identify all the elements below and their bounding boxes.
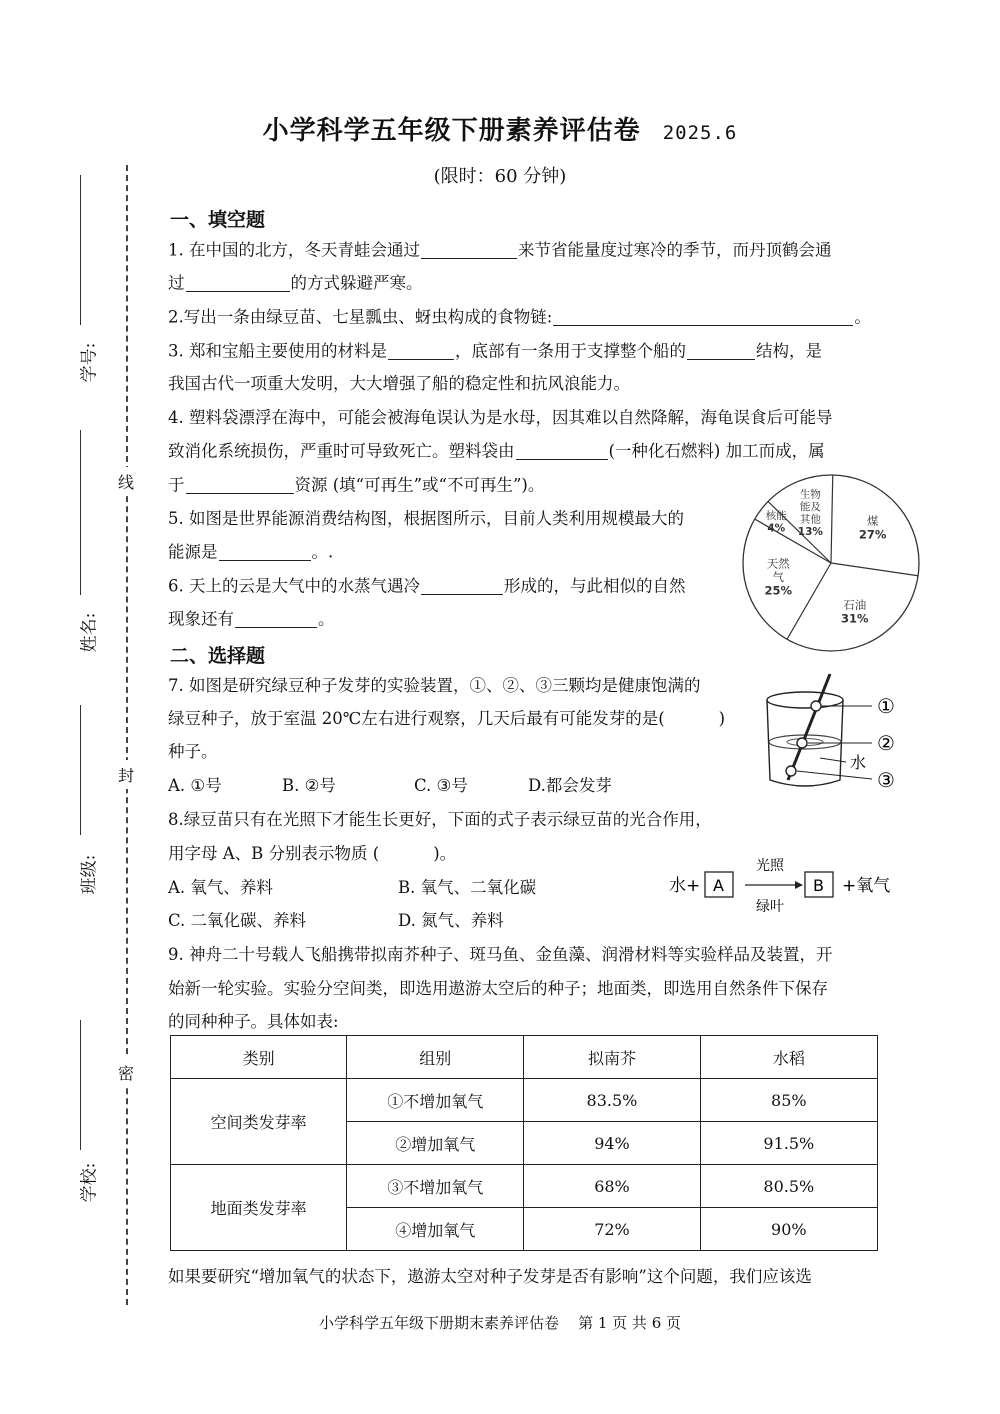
q8-line-1: 8.绿豆苗只有在光照下才能生长更好，下面的式子表示绿豆苗的光合作用， bbox=[168, 810, 712, 829]
student-no-label: 学号: bbox=[79, 342, 100, 383]
q9-line-1: 9. 神舟二十号载人飞船携带拟南芥种子、斑马鱼、金鱼藻、润滑材料等实验样品及装置，开 bbox=[168, 945, 833, 964]
class-rule bbox=[80, 705, 81, 835]
pie-slice-label: 煤 27% bbox=[858, 513, 887, 542]
table-header: 水稻 bbox=[700, 1036, 877, 1079]
table-cell-value: 72% bbox=[524, 1208, 700, 1251]
q5-line-1: 5. 如图是世界能源消费结构图，根据图所示，目前人类利用规模最大的 bbox=[168, 509, 684, 528]
q7-line-2: 绿豆种子，放于室温 20℃左右进行观察，几天后最有可能发芽的是( ) bbox=[168, 709, 726, 728]
label-water: 水 bbox=[850, 753, 867, 772]
pie-slice-label: 天然气 25% bbox=[764, 556, 793, 598]
glass-rod bbox=[788, 674, 830, 780]
q3-blank-1[interactable] bbox=[388, 343, 454, 360]
q1-line-2: 过 的方式躲避严寒。 bbox=[168, 273, 423, 293]
table-category-ground: 地面类发芽率 bbox=[171, 1165, 347, 1251]
table-header-row bbox=[171, 1036, 878, 1079]
table-cell-value: 94% bbox=[524, 1122, 700, 1165]
seed-3 bbox=[786, 766, 796, 776]
title-text: 小学科学五年级下册素养评估卷 bbox=[262, 116, 641, 146]
q8-option-d[interactable]: D. 氮气、养料 bbox=[398, 911, 504, 930]
q3-line-2: 我国古代一项重大发明，大大增强了船的稳定性和抗风浪能力。 bbox=[168, 374, 630, 393]
q7-option-b[interactable]: B. ②号 bbox=[282, 776, 336, 795]
table-cell-value: 90% bbox=[700, 1208, 877, 1251]
seed-2 bbox=[797, 738, 807, 748]
q8-line-2: 用字母 A、B 分别表示物质 ( )。 bbox=[168, 844, 457, 863]
germination-table bbox=[170, 1035, 878, 1251]
q9-line-4: 如果要研究“增加氧气的状态下，遨游太空对种子发芽是否有影响”这个问题，我们应该选 bbox=[168, 1267, 812, 1286]
pie-slice-label: 石油 31% bbox=[841, 598, 869, 626]
q4-blank-2[interactable] bbox=[186, 477, 294, 494]
table-cell-value: 85% bbox=[700, 1079, 877, 1122]
table-header: 类别 bbox=[171, 1036, 347, 1079]
table-cell-value: 68% bbox=[524, 1165, 700, 1208]
q8-option-a[interactable]: A. 氧气、养料 bbox=[168, 878, 273, 897]
table-row bbox=[171, 1165, 878, 1208]
q6-line-2: 现象还有 。 bbox=[168, 609, 335, 629]
eq-light: 光照 bbox=[756, 858, 784, 874]
table-row bbox=[171, 1079, 878, 1122]
q1-blank-1[interactable] bbox=[421, 242, 517, 259]
q5-blank[interactable] bbox=[219, 544, 311, 561]
pointer-3 bbox=[797, 771, 872, 779]
q3-blank-2[interactable] bbox=[687, 343, 755, 360]
section-2-title: 二、选择题 bbox=[170, 645, 266, 667]
seal-mark-mi: 密 bbox=[113, 1058, 139, 1087]
name-rule bbox=[80, 430, 81, 595]
table-header: 拟南芥 bbox=[524, 1036, 700, 1079]
footer-text: 小学科学五年级下册期末素养评估卷 bbox=[318, 1314, 559, 1332]
q6-line-1: 6. 天上的云是大气中的水蒸气遇冷 形成的，与此相似的自然 bbox=[168, 576, 686, 596]
eq-oxygen: +氧气 bbox=[842, 876, 891, 896]
student-no-rule bbox=[80, 175, 81, 325]
q9-line-3: 的同种种子。具体如表: bbox=[168, 1012, 339, 1031]
eq-box-a-label: A bbox=[713, 876, 724, 895]
q2-blank[interactable] bbox=[553, 309, 853, 326]
label-seed-2: ② bbox=[877, 731, 895, 755]
q1-line-1: 1. 在中国的北方，冬天青蛙会通过 来节省能量度过寒冷的季节，而丹顶鹤会通 bbox=[168, 240, 832, 260]
table-cell-value: 80.5% bbox=[700, 1165, 877, 1208]
q8-option-b[interactable]: B. 氧气、二氧化碳 bbox=[398, 878, 537, 897]
eq-leaf: 绿叶 bbox=[756, 899, 784, 915]
eq-arrow-head bbox=[795, 881, 803, 889]
q4-line-2: 致消化系统损伤，严重时可导致死亡。塑料袋由 (一种化石燃料) 加工而成，属 bbox=[168, 441, 825, 461]
table-header: 组别 bbox=[347, 1036, 524, 1079]
q6-blank-2[interactable] bbox=[235, 611, 317, 628]
time-limit: (限时：60 分钟) bbox=[433, 166, 567, 187]
energy-pie-chart bbox=[735, 468, 930, 658]
table-cell-value: 83.5% bbox=[524, 1079, 700, 1122]
q4-blank-1[interactable] bbox=[516, 443, 608, 460]
pie-slice-label: 核能 4% bbox=[765, 509, 787, 535]
eq-box-b-label: B bbox=[813, 876, 824, 895]
school-label: 学校: bbox=[79, 1162, 100, 1203]
q4-line-1: 4. 塑料袋漂浮在海中，可能会被海龟误认为是水母，因其难以自然降解，海龟误食后可能导 bbox=[168, 408, 833, 427]
q3-line-1: 3. 郑和宝船主要使用的材料是 ，底部有一条用于支撑整个船的 结构，是 bbox=[168, 341, 822, 361]
class-label: 班级: bbox=[79, 854, 100, 895]
section-1-title: 一、填空题 bbox=[170, 209, 266, 231]
q7-line-3: 种子。 bbox=[168, 742, 218, 761]
pointer-water bbox=[820, 758, 846, 762]
seed-beaker-figure bbox=[760, 670, 910, 800]
q5-line-2: 能源是 。. bbox=[168, 542, 334, 562]
q7-line-1: 7. 如图是研究绿豆种子发芽的实验装置，①、②、③三颗均是健康饱满的 bbox=[168, 676, 701, 695]
seal-mark-line: 线 bbox=[113, 467, 139, 496]
table-cell-value: 91.5% bbox=[700, 1122, 877, 1165]
name-label: 姓名: bbox=[79, 612, 100, 653]
page-footer bbox=[0, 1312, 1000, 1333]
table-cell-group: ③不增加氧气 bbox=[347, 1165, 524, 1208]
page-title bbox=[0, 110, 1000, 147]
table-cell-group: ①不增加氧气 bbox=[347, 1079, 524, 1122]
photosynthesis-equation bbox=[665, 850, 905, 920]
table-category-space: 空间类发芽率 bbox=[171, 1079, 347, 1165]
school-rule bbox=[80, 1020, 81, 1150]
label-seed-1: ① bbox=[877, 694, 895, 718]
footer-page: 第 1 页 共 6 页 bbox=[578, 1314, 682, 1332]
table-cell-group: ④增加氧气 bbox=[347, 1208, 524, 1251]
seal-mark-feng: 封 bbox=[113, 760, 139, 789]
seed-1 bbox=[811, 701, 821, 711]
q7-option-c[interactable]: C. ③号 bbox=[414, 776, 468, 795]
title-date: 2025.6 bbox=[662, 122, 738, 144]
q1-blank-2[interactable] bbox=[186, 275, 290, 292]
eq-water: 水+ bbox=[669, 876, 701, 896]
q7-option-d[interactable]: D.都会发芽 bbox=[528, 776, 612, 795]
table-cell-group: ②增加氧气 bbox=[347, 1122, 524, 1165]
pie-slice-label: 生物能及其他 13% bbox=[797, 488, 823, 538]
q6-blank-1[interactable] bbox=[421, 578, 503, 595]
q9-line-2: 始新一轮实验。实验分空间类，即选用遨游太空后的种子；地面类，即选用自然条件下保存 bbox=[168, 979, 828, 998]
q8-option-c[interactable]: C. 二氧化碳、养料 bbox=[168, 911, 307, 930]
q7-option-a[interactable]: A. ①号 bbox=[168, 776, 222, 795]
seal-dashed-line bbox=[126, 165, 128, 1305]
label-seed-3: ③ bbox=[877, 768, 895, 792]
q4-line-3: 于 资源 (填“可再生”或“不可再生”)。 bbox=[168, 475, 545, 495]
q2-line: 2.写出一条由绿豆苗、七星瓢虫、蚜虫构成的食物链: 。 bbox=[168, 307, 871, 327]
